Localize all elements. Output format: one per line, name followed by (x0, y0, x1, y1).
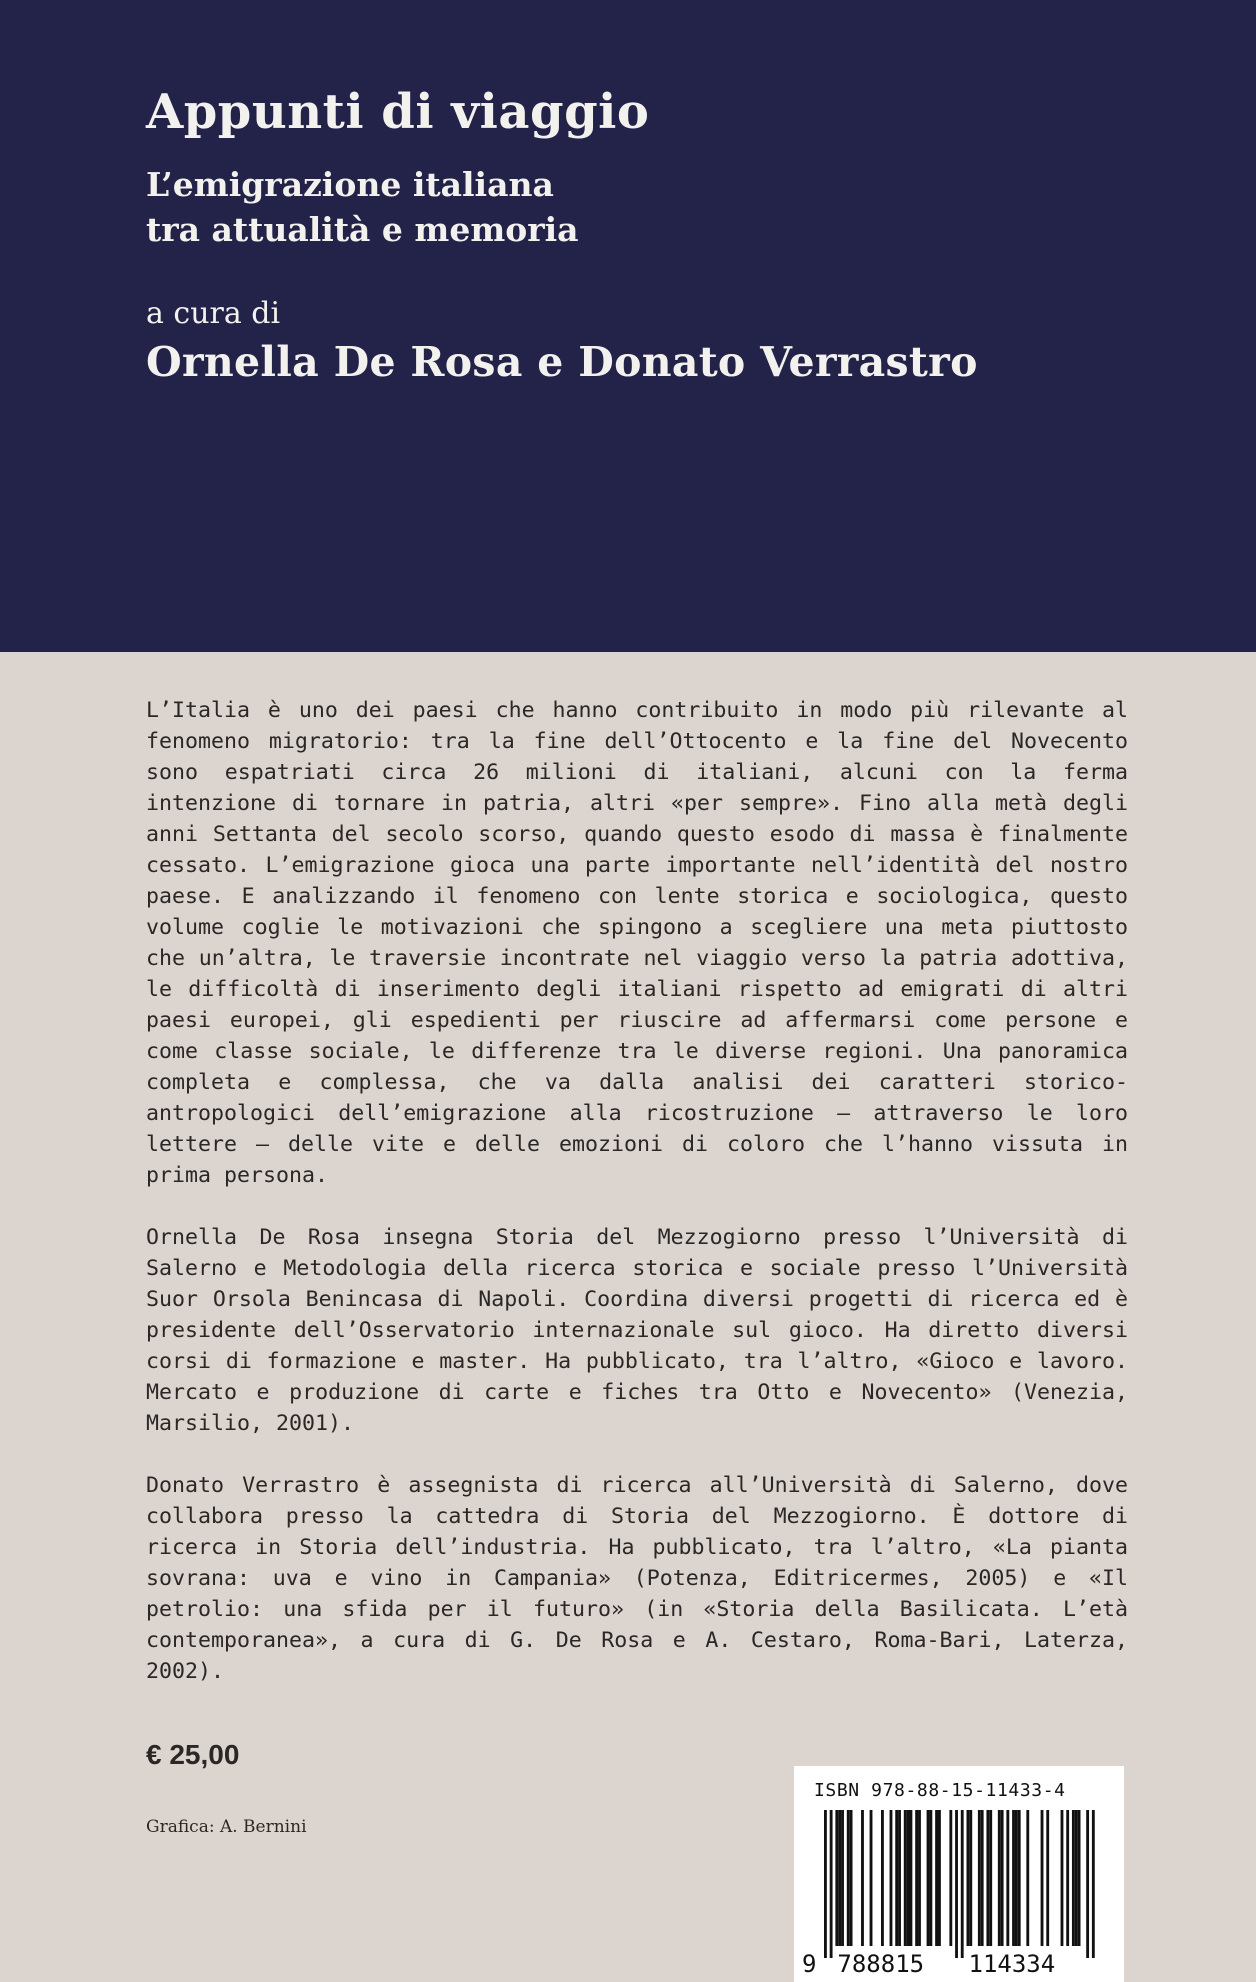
ean-first-digit: 9 (802, 1950, 817, 1978)
ean13-barcode (794, 1766, 1124, 1982)
barcode-bar (1072, 1810, 1075, 1946)
barcode-bar (967, 1810, 970, 1946)
blurb-paragraph-author-1: Ornella De Rosa insegna Storia del Mezzogiorno presso l’Università di Salerno e Metodologia della ricerca storica e sociale presso l’Università Suor Orsola Benincasa di Napoli. Coordina diversi progetti di ricerca ed è presidente dell’Osservatorio internazionale sul gioco. Ha diretto diversi corsi di formazione e master. Ha pubblicato, tra l’altro, «Gioco e lavoro. Mercato e produzione di carte e fiches tra Otto e Novecento» (Venezia, Marsilio, 2001). (146, 1225, 1128, 1436)
barcode-bar (895, 1810, 898, 1946)
graphic-credit: Grafica: A. Bernini (146, 1817, 307, 1837)
barcode-panel (794, 1766, 1124, 1982)
barcode-bar (1046, 1810, 1049, 1946)
barcode-bar (938, 1810, 941, 1946)
barcode-bar (918, 1810, 921, 1946)
barcode-bar (838, 1810, 841, 1946)
barcode-bar (915, 1810, 918, 1946)
isbn-label: ISBN 978-88-15-11433-4 (814, 1780, 1066, 1801)
barcode-bar (1041, 1810, 1044, 1946)
blurb-text (146, 695, 1128, 1687)
barcode-bar (907, 1810, 910, 1946)
barcode-bar (1061, 1810, 1064, 1946)
blurb-paragraph-author-2: Donato Verrastro è assegnista di ricerca all’Università di Salerno, dove collabora presso la cattedra di Storia del Mezzogiorno. È dottore di ricerca in Storia dell’industria. Ha pubblicato, tra l’altro, «La pianta sovrana: uva e vino in Campania» (Potenza, Editricermes, 2005) e «Il petrolio: una sfida per il futuro» (in «Storia della Basilicata. L’età contemporanea», a cura di G. De Rosa e A. Cestaro, Roma-Bari, Laterza, 2002). (146, 1473, 1128, 1684)
barcode-bar (890, 1810, 893, 1946)
barcode-bar (850, 1810, 853, 1946)
barcode-bar (929, 1810, 932, 1946)
title-band (0, 0, 1256, 652)
barcode-bar (898, 1810, 901, 1946)
barcode-bar (1015, 1810, 1018, 1946)
editors-names: Ornella De Rosa e Donato Verrastro (146, 338, 978, 386)
barcode-bar (835, 1810, 838, 1946)
book-title: Appunti di viaggio (146, 84, 650, 140)
editor-intro: a cura di (146, 296, 281, 331)
barcode-bar (824, 1810, 827, 1958)
barcode-bar (910, 1810, 913, 1946)
barcode-bar (1066, 1810, 1069, 1946)
barcode-bar (927, 1810, 930, 1946)
ean-left-group: 788815 (837, 1950, 925, 1978)
barcode-bar (955, 1810, 958, 1958)
subtitle-line-1: L’emigrazione italiana (146, 165, 554, 204)
barcode-bar (870, 1810, 873, 1946)
barcode-bar (949, 1810, 952, 1946)
barcode-bar (961, 1810, 964, 1958)
barcode-bar (989, 1810, 992, 1946)
book-subtitle (146, 162, 579, 252)
barcode-bar (1012, 1810, 1015, 1946)
barcode-bar (904, 1810, 907, 1946)
barcode-bar (981, 1810, 984, 1946)
barcode-bar (1026, 1810, 1029, 1946)
barcode-bar (986, 1810, 989, 1946)
barcode-bar (841, 1810, 844, 1946)
barcode-bar (978, 1810, 981, 1946)
ean-right-group: 114334 (968, 1950, 1056, 1978)
barcode-bar (935, 1810, 938, 1946)
barcode-bar (1078, 1810, 1081, 1946)
barcode-bar (969, 1810, 972, 1946)
subtitle-line-2: tra attualità e memoria (146, 210, 579, 249)
barcode-bar (1092, 1810, 1095, 1958)
barcode-bar (998, 1810, 1001, 1946)
barcode-bar (881, 1810, 884, 1946)
barcode-bar (861, 1810, 864, 1946)
blurb-paragraph-summary: L’Italia è uno dei paesi che hanno contribuito in modo più rilevante al fenomeno migratorio: tra la fine dell’Ottocento e la fine del Novecento sono espatriati circa 26 milioni di italiani, alcuni con la ferma intenzione di tornare in patria, altri «per sempre». Fino alla metà degli anni Settanta del secolo scorso, quando questo esodo di massa è finalmente cessato. L’emigrazione gioca una parte importante nell’identità del nostro paese. E analizzando il fenomeno con lente storica e sociologica, questo volume coglie le motivazioni che spingono a scegliere una meta piuttosto che un’altra, le traversie incontrate nel viaggio verso la patria adottiva, le difficoltà di inserimento degli italiani rispetto ad emigrati di altri paesi europei, gli espedienti per riuscire ad affermarsi come persone e come classe sociale, le differenze tra le diverse regioni. Una panoramica completa e complessa, che va dalla analisi dei caratteri storico-antropologici dell’emigrazione alla ricostruzione – attraverso le loro lettere – delle vite e delle emozioni di coloro che l’hanno vissuta in prima persona. (146, 698, 1128, 1188)
barcode-bar (1006, 1810, 1009, 1946)
barcode-bar (847, 1810, 850, 1946)
price-label: € 25,00 (146, 1739, 240, 1770)
barcode-bar (830, 1810, 833, 1958)
barcode-bar (1086, 1810, 1089, 1958)
barcode-bar (1075, 1810, 1078, 1946)
barcode-bar (1001, 1810, 1004, 1946)
barcode-bar (1018, 1810, 1021, 1946)
